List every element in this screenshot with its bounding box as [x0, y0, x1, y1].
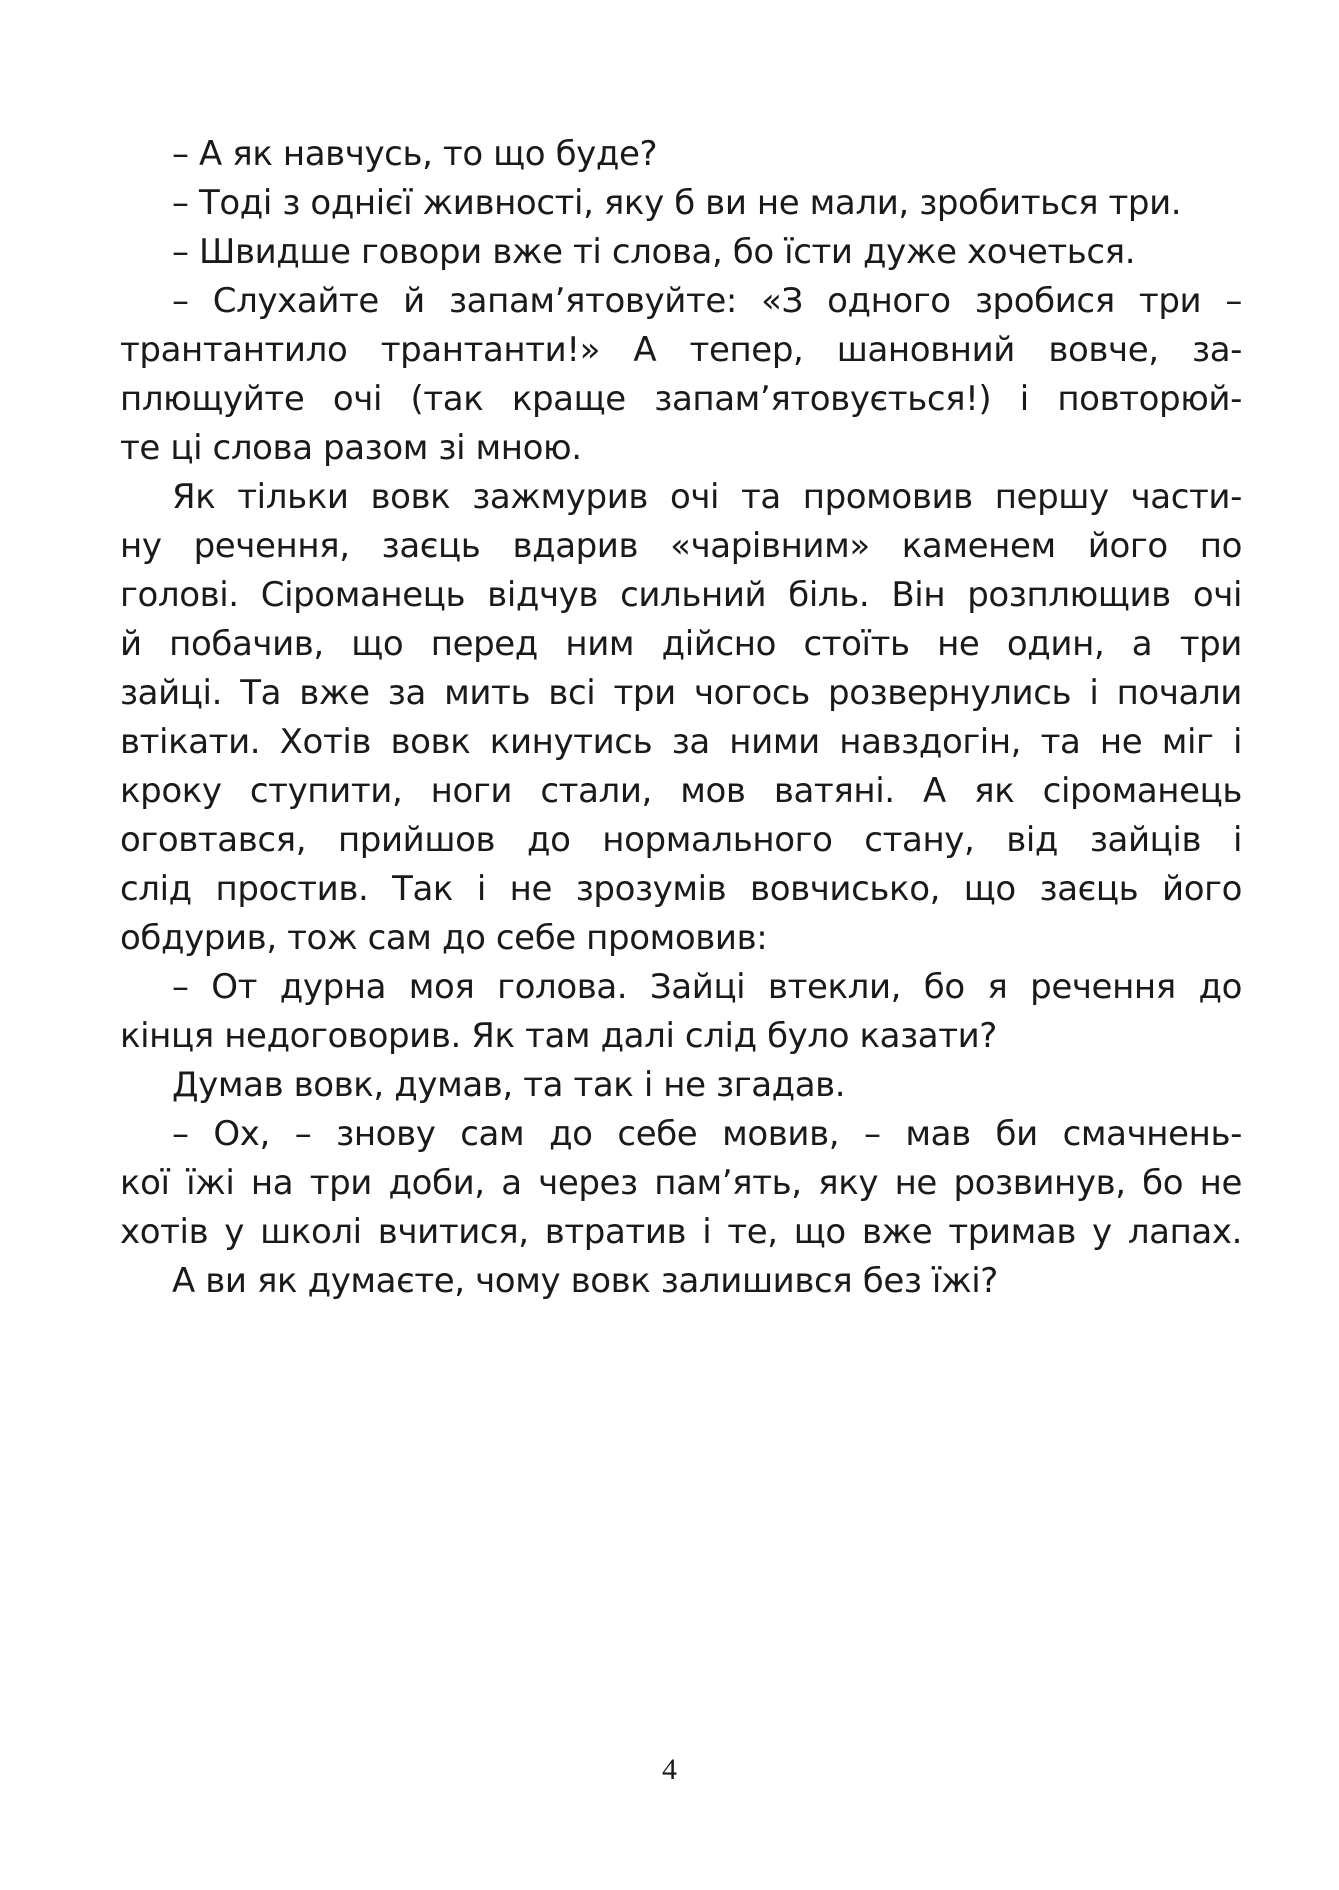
text-line: хотів у школі вчитися, втратив і те, що вже тримав у лапах.	[120, 1212, 1242, 1252]
text-line: кроку ступити, ноги стали, мов ватяні. А як сіроманець	[120, 771, 1242, 811]
text-line: слід простив. Так і не зрозумів вовчисько, що заєць його	[120, 869, 1242, 909]
text-line: – Швидше говори вже ті слова, бо їсти дуже хочеться.	[172, 232, 1136, 272]
text-line: – Тоді з однієї живності, яку б ви не мали, зробиться три.	[172, 183, 1182, 223]
text-line: Думав вовк, думав, та так і не згадав.	[172, 1065, 846, 1105]
text-line: – От дурна моя голова. Зайці втекли, бо я речення до	[172, 967, 1242, 1007]
text-line: те ці слова разом зі мною.	[120, 428, 582, 468]
text-line: Як тільки вовк зажмурив очі та промовив першу части-	[172, 477, 1242, 517]
page-number: 4	[662, 1753, 677, 1786]
story-text	[120, 130, 1242, 1306]
text-line: ну речення, заєць вдарив «чарівним» каменем його по	[120, 526, 1242, 566]
text-line: оговтався, прийшов до нормального стану, від зайців і	[120, 820, 1242, 860]
text-line: плющуйте очі (так краще запам’ятовується!) і повторюй-	[120, 379, 1242, 419]
text-line: втікати. Хотів вовк кинутись за ними навздогін, та не міг і	[120, 722, 1242, 762]
text-line: – А як навчусь, то що буде?	[172, 134, 658, 174]
text-line: А ви як думаєте, чому вовк залишився без їжі?	[172, 1261, 998, 1301]
text-line: кінця недоговорив. Як там далі слід було казати?	[120, 1016, 997, 1056]
text-line: обдурив, тож сам до себе промовив:	[120, 918, 768, 958]
text-line: кої їжі на три доби, а через пам’ять, яку не розвинув, бо не	[120, 1163, 1242, 1203]
text-line: голові. Сіроманець відчув сильний біль. Він розплющив очі	[120, 575, 1242, 615]
text-line: й побачив, що перед ним дійсно стоїть не один, а три	[120, 624, 1242, 664]
text-line: – Ох, – знову сам до себе мовив, – мав би смачнень-	[172, 1114, 1242, 1154]
text-line: трантантило трантанти!» А тепер, шановний вовче, за-	[120, 330, 1242, 370]
text-line: – Слухайте й запам’ятовуйте: «З одного зробися три –	[172, 281, 1242, 321]
text-line: зайці. Та вже за мить всі три чогось розвернулись і почали	[120, 673, 1242, 713]
